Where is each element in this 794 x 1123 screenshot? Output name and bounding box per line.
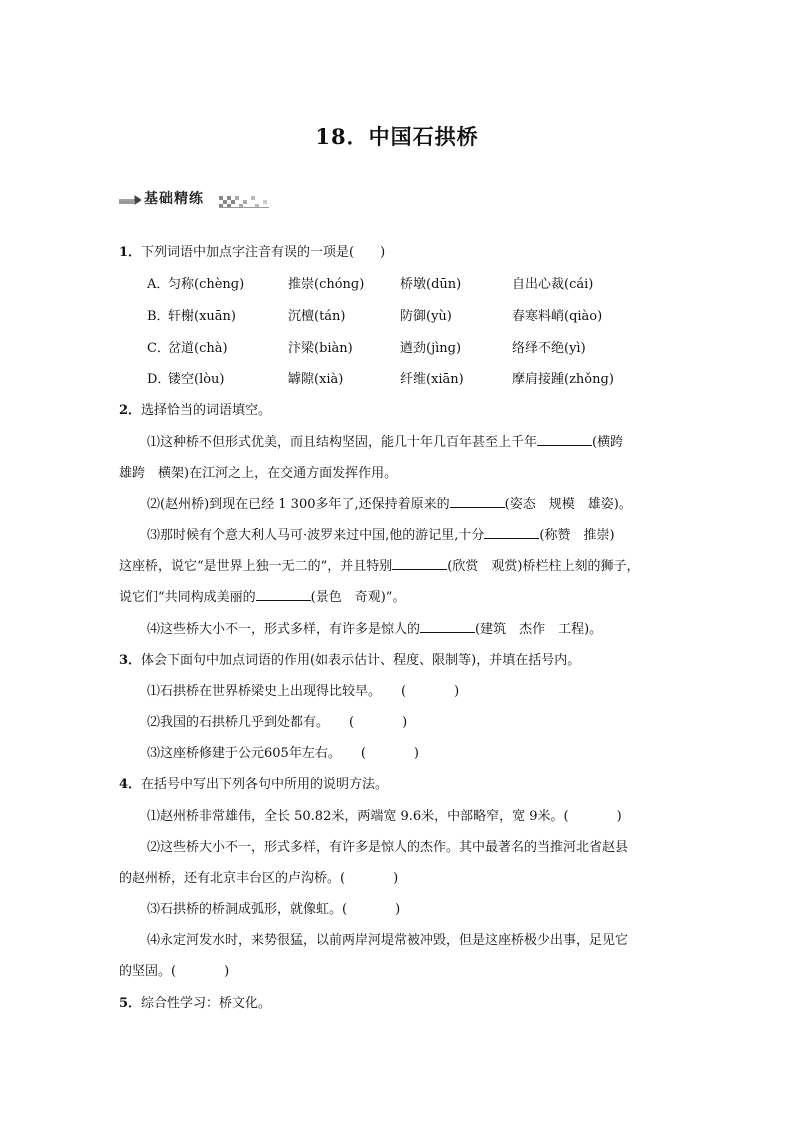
item-text: ⑶那时候有个意大利人马可·波罗来过中国,他的游记里,十分 <box>147 528 485 543</box>
fill-blank[interactable] <box>420 620 475 633</box>
q2-item-3-cont <box>119 555 639 574</box>
item-text: 的赵州桥，还有北京丰台区的卢沟桥。( <box>119 871 346 886</box>
item-text: (建筑 杰作 工程)。 <box>475 622 603 637</box>
fill-blank[interactable] <box>450 495 505 508</box>
question-stem: 下列词语中加点字注音有误的一项是( ) <box>141 245 386 260</box>
fill-blank[interactable] <box>256 588 311 601</box>
q4-item-4 <box>147 929 628 948</box>
option-word: 岔道(chà) <box>168 341 228 356</box>
item-text: (欣赏 观赏)桥栏柱上刻的狮子， <box>447 559 640 574</box>
question-stem: 体会下面句中加点词语的作用(如表示估计、程度、限制等)，并填在括号内。 <box>141 653 581 668</box>
fill-blank[interactable] <box>392 557 447 570</box>
option-word: 桥墩(dūn) <box>400 277 462 292</box>
item-text: ⑵(赵州桥)到现在已经 1 300多年了,还保持着原来的 <box>147 497 450 512</box>
answer-paren-close: ) <box>393 871 399 886</box>
q3-item-2 <box>147 711 407 730</box>
q4-item-2-cont <box>119 867 398 886</box>
arrow-icon <box>119 195 141 205</box>
q4-item-1 <box>147 805 622 824</box>
question-number: 3． <box>119 653 142 668</box>
answer-paren-open: ( <box>360 746 366 761</box>
option-word: 纤维(xiān) <box>400 372 464 387</box>
option-word: 络绎不绝(yì) <box>512 341 586 356</box>
option-letter: D． <box>147 372 171 387</box>
option-word: 汴梁(biàn) <box>288 341 353 356</box>
option-word: 推崇(chónɡ) <box>288 277 365 292</box>
q3-item-3 <box>147 742 419 761</box>
answer-paren-close: ) <box>224 964 230 979</box>
option-word: 自出心裁(cái) <box>512 277 594 292</box>
option-word: 轩榭(xuān) <box>168 309 236 324</box>
item-text: ⑴赵州桥非常雄伟，全长 50.82米，两端宽 9.6米，中部略窄，宽 9米。( <box>147 809 569 824</box>
option-letter: C． <box>147 341 170 356</box>
option-word: 匀称(chènɡ) <box>168 277 245 292</box>
q2-item-1 <box>147 431 623 450</box>
item-text: (景色 奇观)”。 <box>310 590 406 605</box>
option-word: 摩肩接踵(zhǒnɡ) <box>512 372 614 387</box>
option-letter: A． <box>147 277 170 292</box>
item-text: ⑶这座桥修建于公元605年左右。 <box>147 746 341 761</box>
answer-paren-close: ) <box>402 715 408 730</box>
option-word: 春寒料峭(qiào) <box>512 309 603 324</box>
q2-item-1-cont <box>119 462 397 481</box>
question-number: 2． <box>119 403 142 418</box>
q2-item-4 <box>147 618 602 637</box>
item-text: 说它们“共同构成美丽的 <box>119 590 256 605</box>
question-stem: 选择恰当的词语填空。 <box>141 403 272 418</box>
item-text: ⑴石拱桥在世界桥梁史上出现得比较早。 <box>147 684 382 699</box>
item-text: (横跨 <box>592 435 624 450</box>
q4-item-2 <box>147 836 628 855</box>
q2-item-3 <box>147 524 615 543</box>
question-5 <box>119 992 271 1011</box>
question-stem: 在括号中写出下列各句中所用的说明方法。 <box>141 777 389 792</box>
question-stem: 综合性学习：桥文化。 <box>141 996 272 1011</box>
question-number: 1． <box>119 245 142 260</box>
answer-paren-close: ) <box>616 809 622 824</box>
page-title: 18．中国石拱桥 <box>315 124 479 149</box>
q3-item-1 <box>147 680 459 699</box>
checker-decoration-icon <box>219 196 269 208</box>
section-banner <box>119 187 269 211</box>
item-text: ⑵我国的石拱桥几乎到处都有。 <box>147 715 330 730</box>
item-text: ⑴这种桥不但形式优美，而且结构坚固，能几十年几百年甚至上千年 <box>147 435 538 450</box>
section-label: 基础精练 <box>144 191 204 207</box>
fill-blank[interactable] <box>537 433 592 446</box>
q4-item-4-cont <box>119 960 229 979</box>
option-letter: B． <box>147 309 170 324</box>
option-word: 遒劲(jìnɡ) <box>400 341 462 356</box>
question-4 <box>119 773 388 792</box>
question-1 <box>119 241 385 260</box>
q4-item-3 <box>147 898 400 917</box>
answer-paren-close: ) <box>395 902 401 917</box>
item-text: ⑶石拱桥的桥洞成弧形，就像虹。( <box>147 902 348 917</box>
item-text: ⑵这些桥大小不一，形式多样，有许多是惊人的杰作。其中最著名的当推河北省赵县 <box>147 840 629 855</box>
question-3 <box>119 649 580 668</box>
item-text: ⑷这些桥大小不一，形式多样，有许多是惊人的 <box>147 622 421 637</box>
question-number: 4． <box>119 777 142 792</box>
item-text: 雄跨 横架)在江河之上，在交通方面发挥作用。 <box>119 466 398 481</box>
item-text: 的坚固。( <box>119 964 177 979</box>
question-number: 5． <box>119 996 142 1011</box>
q2-item-3-cont2 <box>119 586 405 605</box>
q2-item-2 <box>147 493 632 512</box>
answer-paren-close: ) <box>413 746 419 761</box>
question-2 <box>119 399 271 418</box>
item-text: ⑷永定河发水时，来势很猛，以前两岸河堤常被冲毁，但是这座桥极少出事，足见它 <box>147 933 629 948</box>
answer-paren-open: ( <box>401 684 407 699</box>
answer-paren-close: ) <box>454 684 460 699</box>
answer-paren-open: ( <box>349 715 355 730</box>
option-word: 沉檀(tán) <box>288 309 346 324</box>
item-text: (姿态 规模 雄姿)。 <box>504 497 632 512</box>
option-word: 罅隙(xià) <box>288 372 344 387</box>
item-text: 这座桥，说它“是世界上独一无二的”，并且特别 <box>119 559 393 574</box>
option-word: 镂空(lòu) <box>168 372 225 387</box>
fill-blank[interactable] <box>484 526 539 539</box>
option-word: 防御(yù) <box>400 309 452 324</box>
item-text: (称赞 推崇) <box>539 528 615 543</box>
